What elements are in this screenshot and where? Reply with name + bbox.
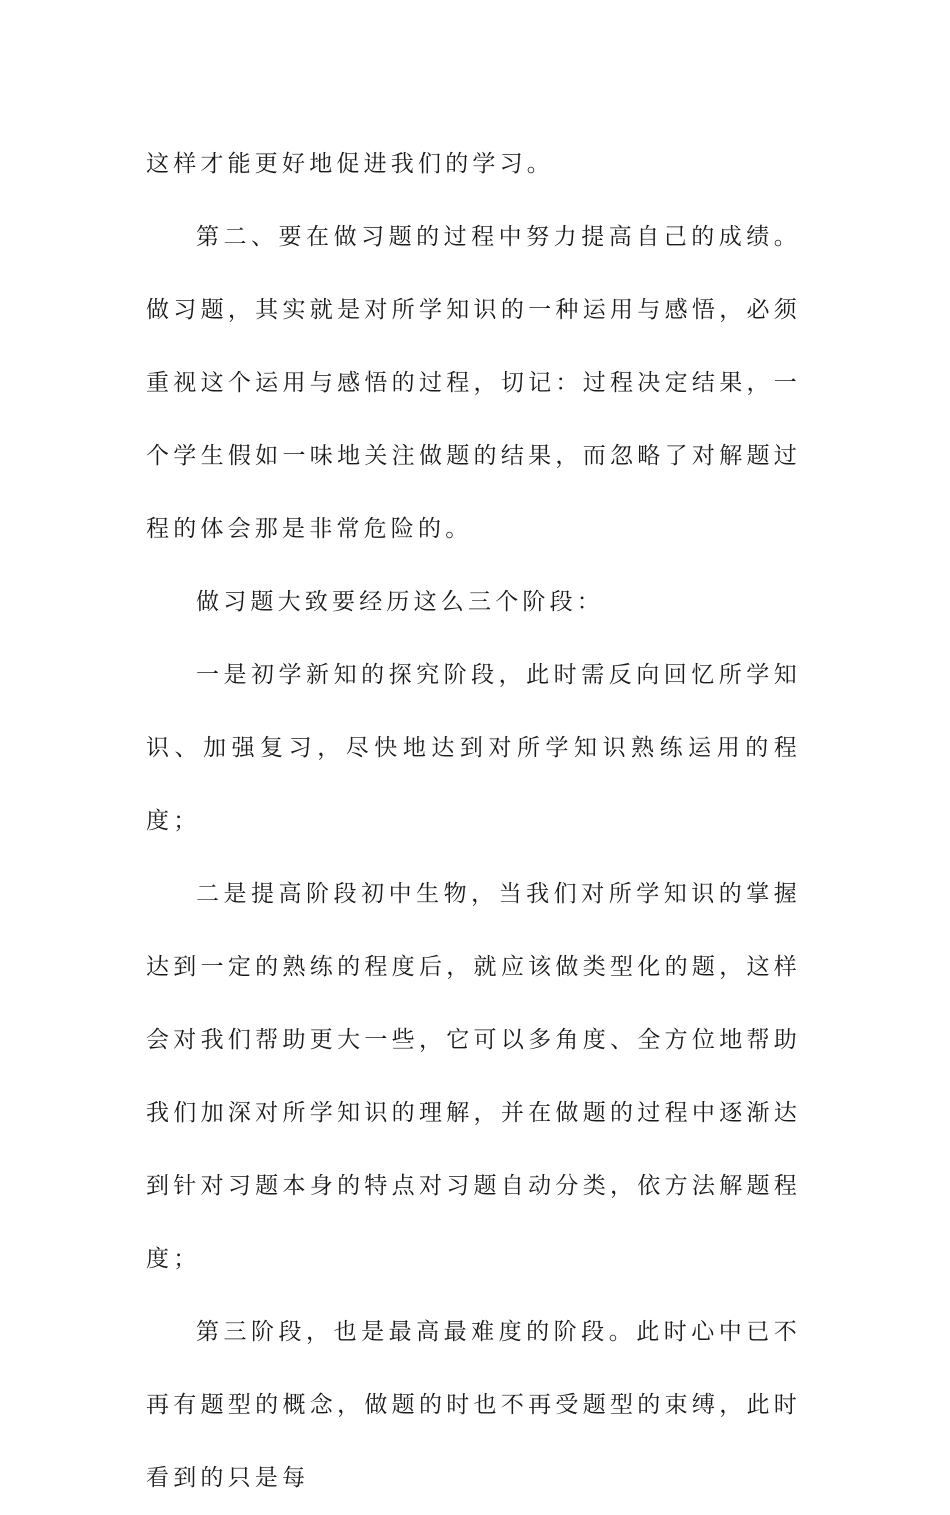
body-text <box>146 128 801 1515</box>
paragraph-continuation: 这样才能更好地促进我们的学习。 <box>146 151 554 177</box>
paragraph-stage-one: 一是初学新知的探究阶段，此时需反向回忆所学知识、加强复习，尽快地达到对所学知识熟练运用的程度； <box>146 662 801 834</box>
paragraph-second-point: 第二、要在做习题的过程中努力提高自己的成绩。做习题，其实就是对所学知识的一种运用与感悟，必须重视这个运用与感悟的过程，切记：过程决定结果，一个学生假如一味地关注做题的结果，而忽略了对解题过程的体会那是非常危险的。 <box>146 224 801 542</box>
paragraph-stage-three: 第三阶段，也是最高最难度的阶段。此时心中已不再有题型的概念，做题的时也不再受题型的束缚，此时看到的只是每 <box>146 1319 801 1491</box>
paragraph-stages-intro: 做习题大致要经历这么三个阶段： <box>196 589 604 615</box>
paragraph-stage-two: 二是提高阶段初中生物，当我们对所学知识的掌握达到一定的熟练的程度后，就应该做类型化的题，这样会对我们帮助更大一些，它可以多角度、全方位地帮助我们加深对所学知识的理解，并在做题的过程中逐渐达到针对习题本身的特点对习题自动分类，依方法解题程度； <box>146 881 801 1272</box>
